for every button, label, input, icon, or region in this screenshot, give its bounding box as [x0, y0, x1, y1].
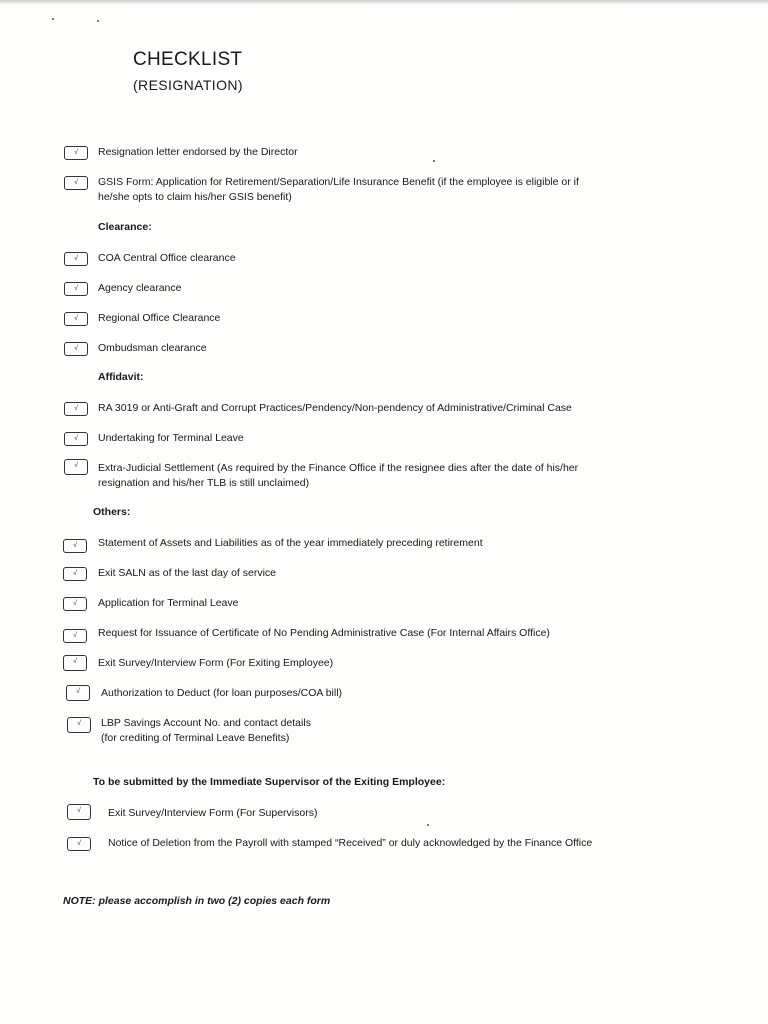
section-heading-others: Others:	[93, 506, 131, 518]
section-heading-affidavit: Affidavit:	[98, 371, 144, 383]
item-label: Exit SALN as of the last day of service	[98, 567, 276, 579]
checkbox[interactable]: √	[64, 312, 88, 326]
checkbox[interactable]: √	[63, 539, 87, 553]
item-label: Extra-Judicial Settlement (As required by the Finance Office if the resignee dies after the date of his/her	[98, 462, 579, 474]
checkbox[interactable]: √	[67, 717, 91, 733]
item-label-continued: resignation and his/her TLB is still unclaimed)	[98, 477, 310, 489]
checkbox[interactable]: √	[67, 804, 91, 820]
scan-speck	[97, 20, 99, 22]
checkbox[interactable]: √	[67, 837, 91, 851]
checkbox[interactable]: √	[64, 176, 88, 190]
item-label: COA Central Office clearance	[98, 252, 236, 264]
item-label: Request for Issuance of Certificate of No Pending Administrative Case (For Internal Affairs Office)	[98, 627, 550, 639]
footer-note: NOTE: please accomplish in two (2) copies each form	[63, 895, 331, 907]
item-label-continued: he/she opts to claim his/her GSIS benefit)	[98, 191, 292, 203]
item-label: Regional Office Clearance	[98, 312, 221, 324]
checkbox[interactable]: √	[64, 432, 88, 446]
checkbox[interactable]: √	[64, 342, 88, 356]
scan-speck	[433, 160, 435, 162]
scan-edge	[0, 0, 768, 4]
item-label: Ombudsman clearance	[98, 342, 207, 354]
checkbox[interactable]: √	[63, 597, 87, 611]
checkbox[interactable]: √	[63, 567, 87, 581]
item-label-continued: (for crediting of Terminal Leave Benefits)	[101, 732, 290, 744]
page-subtitle: (RESIGNATION)	[133, 77, 243, 93]
section-heading-supervisor: To be submitted by the Immediate Supervisor of the Exiting Employee:	[93, 776, 446, 788]
item-label: GSIS Form: Application for Retirement/Separation/Life Insurance Benefit (if the employee is eligible or if	[98, 176, 579, 188]
item-label: Agency clearance	[98, 282, 182, 294]
item-label: Resignation letter endorsed by the Director	[98, 146, 298, 158]
section-heading-clearance: Clearance:	[98, 221, 152, 233]
checkbox[interactable]: √	[64, 459, 88, 475]
item-label: RA 3019 or Anti-Graft and Corrupt Practices/Pendency/Non-pendency of Administrative/Criminal Case	[98, 402, 572, 414]
item-label: LBP Savings Account No. and contact details	[101, 717, 311, 729]
checkbox[interactable]: √	[63, 629, 87, 643]
checkbox[interactable]: √	[66, 685, 90, 701]
scan-speck	[52, 18, 54, 20]
item-label: Undertaking for Terminal Leave	[98, 432, 244, 444]
item-label: Application for Terminal Leave	[98, 597, 239, 609]
item-label: Statement of Assets and Liabilities as of the year immediately preceding retirement	[98, 537, 483, 549]
item-label: Authorization to Deduct (for loan purposes/COA bill)	[101, 687, 343, 699]
item-label: Exit Survey/Interview Form (For Supervisors)	[108, 807, 318, 819]
item-label: Exit Survey/Interview Form (For Exiting Employee)	[98, 657, 334, 669]
checkbox[interactable]: √	[64, 282, 88, 296]
checkbox[interactable]: √	[64, 146, 88, 160]
checkbox[interactable]: √	[64, 402, 88, 416]
page-title: CHECKLIST	[133, 49, 243, 70]
checkbox[interactable]: √	[64, 252, 88, 266]
item-label: Notice of Deletion from the Payroll with stamped “Received” or duly acknowledged by the Finance Office	[108, 837, 593, 849]
checkbox[interactable]: √	[63, 655, 87, 671]
scan-speck	[427, 824, 429, 826]
